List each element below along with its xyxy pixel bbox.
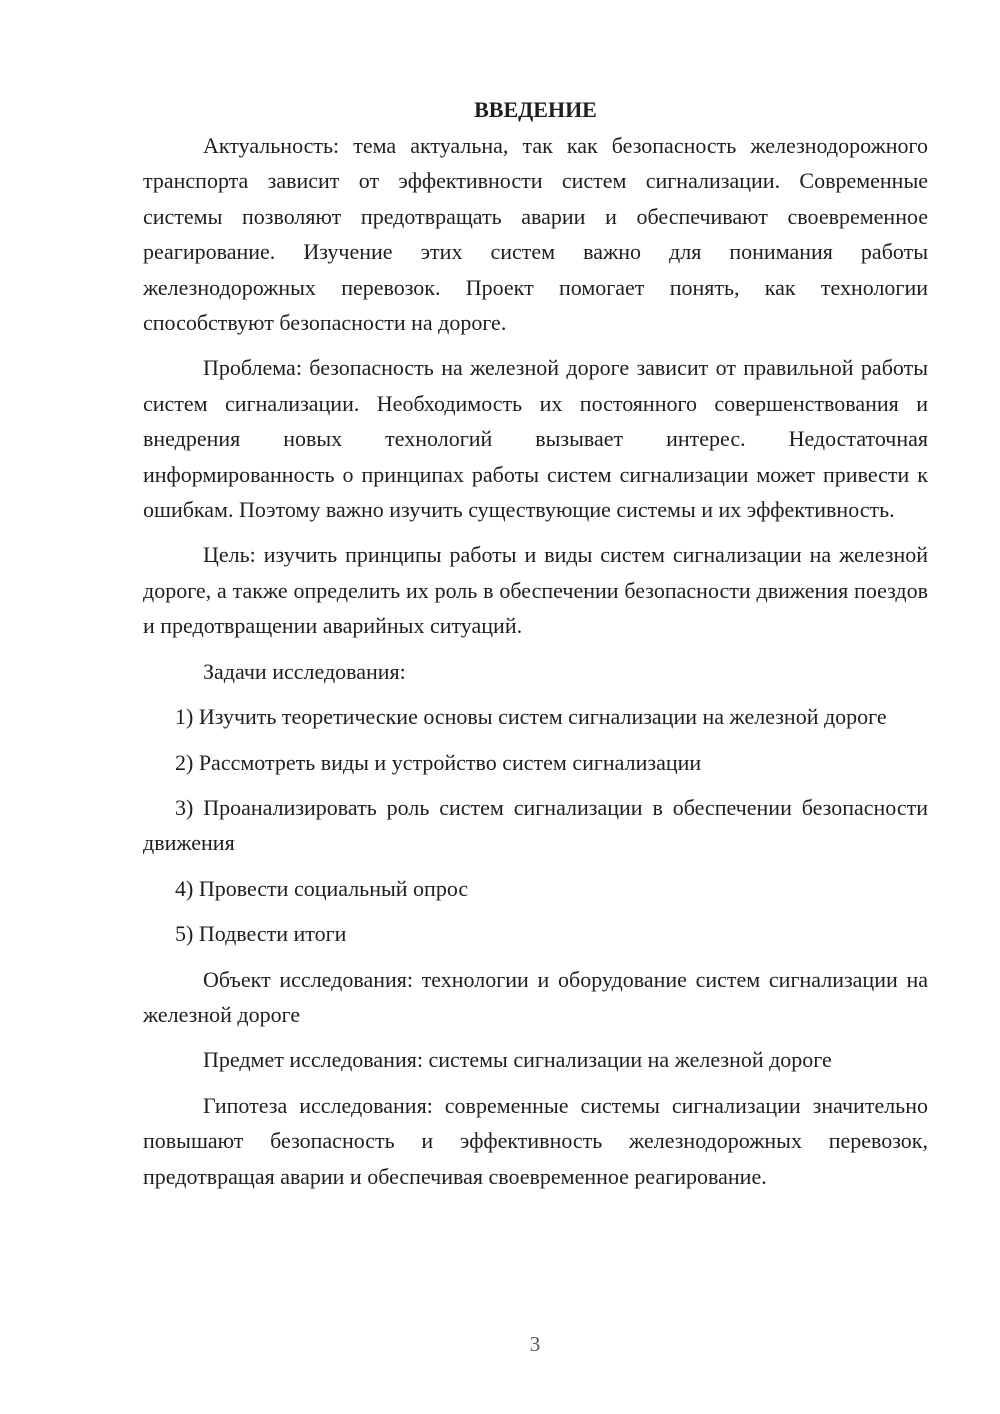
task-item-4: 4) Провести социальный опрос [175,875,469,901]
document-page [143,92,928,1194]
paragraph-object: Объект исследования: технологии и оборудование систем сигнализации на железной дороге [143,966,928,1027]
task-item-3: 3) Проанализировать роль систем сигнализации в обеспечении безопасности движения [143,794,928,856]
task-item-1: 1) Изучить теоретические основы систем сигнализации на железной дороге [175,704,887,730]
task-item-5: 5) Подвести итоги [175,921,347,947]
page-number: 3 [529,1332,541,1356]
task-item-2: 2) Рассмотреть виды и устройство систем сигнализации [175,749,702,775]
paragraph-goal: Цель: изучить принципы работы и виды систем сигнализации на железной дороге, а также определить их роль в обеспечении безопасности движения поездов и предотвращении аварийных ситуаций. [143,542,928,639]
paragraph-relevance: Актуальность: тема актуальна, так как безопасность железнодорожного транспорта зависит от эффективности систем сигнализации. Современные системы позволяют предотвращать аварии и обеспечивают своевременное реагирование. Изучение этих систем важно для понимания работы железнодорожных перевозок. Проект помогает понять, как технологии способствуют безопасности на дороге. [143,133,928,336]
paragraph-hypothesis: Гипотеза исследования: современные системы сигнализации значительно повышают безопасность и эффективность железнодорожных перевозок, предотвращая аварии и обеспечивая своевременное реагирование. [143,1092,928,1189]
document-title: ВВЕДЕНИЕ [474,97,597,122]
paragraph-problem: Проблема: безопасность на железной дороге зависит от правильной работы систем сигнализации. Необходимость их постоянного совершенствования и внедрения новых технологий вызывает интерес. Недостаточная информированность о принципах работы систем сигнализации может привести к ошибкам. Поэтому важно изучить существующие системы и их эффективность. [143,355,928,523]
paragraph-tasks-heading: Задачи исследования: [203,658,406,684]
paragraph-subject: Предмет исследования: системы сигнализации на железной дороге [203,1047,832,1073]
